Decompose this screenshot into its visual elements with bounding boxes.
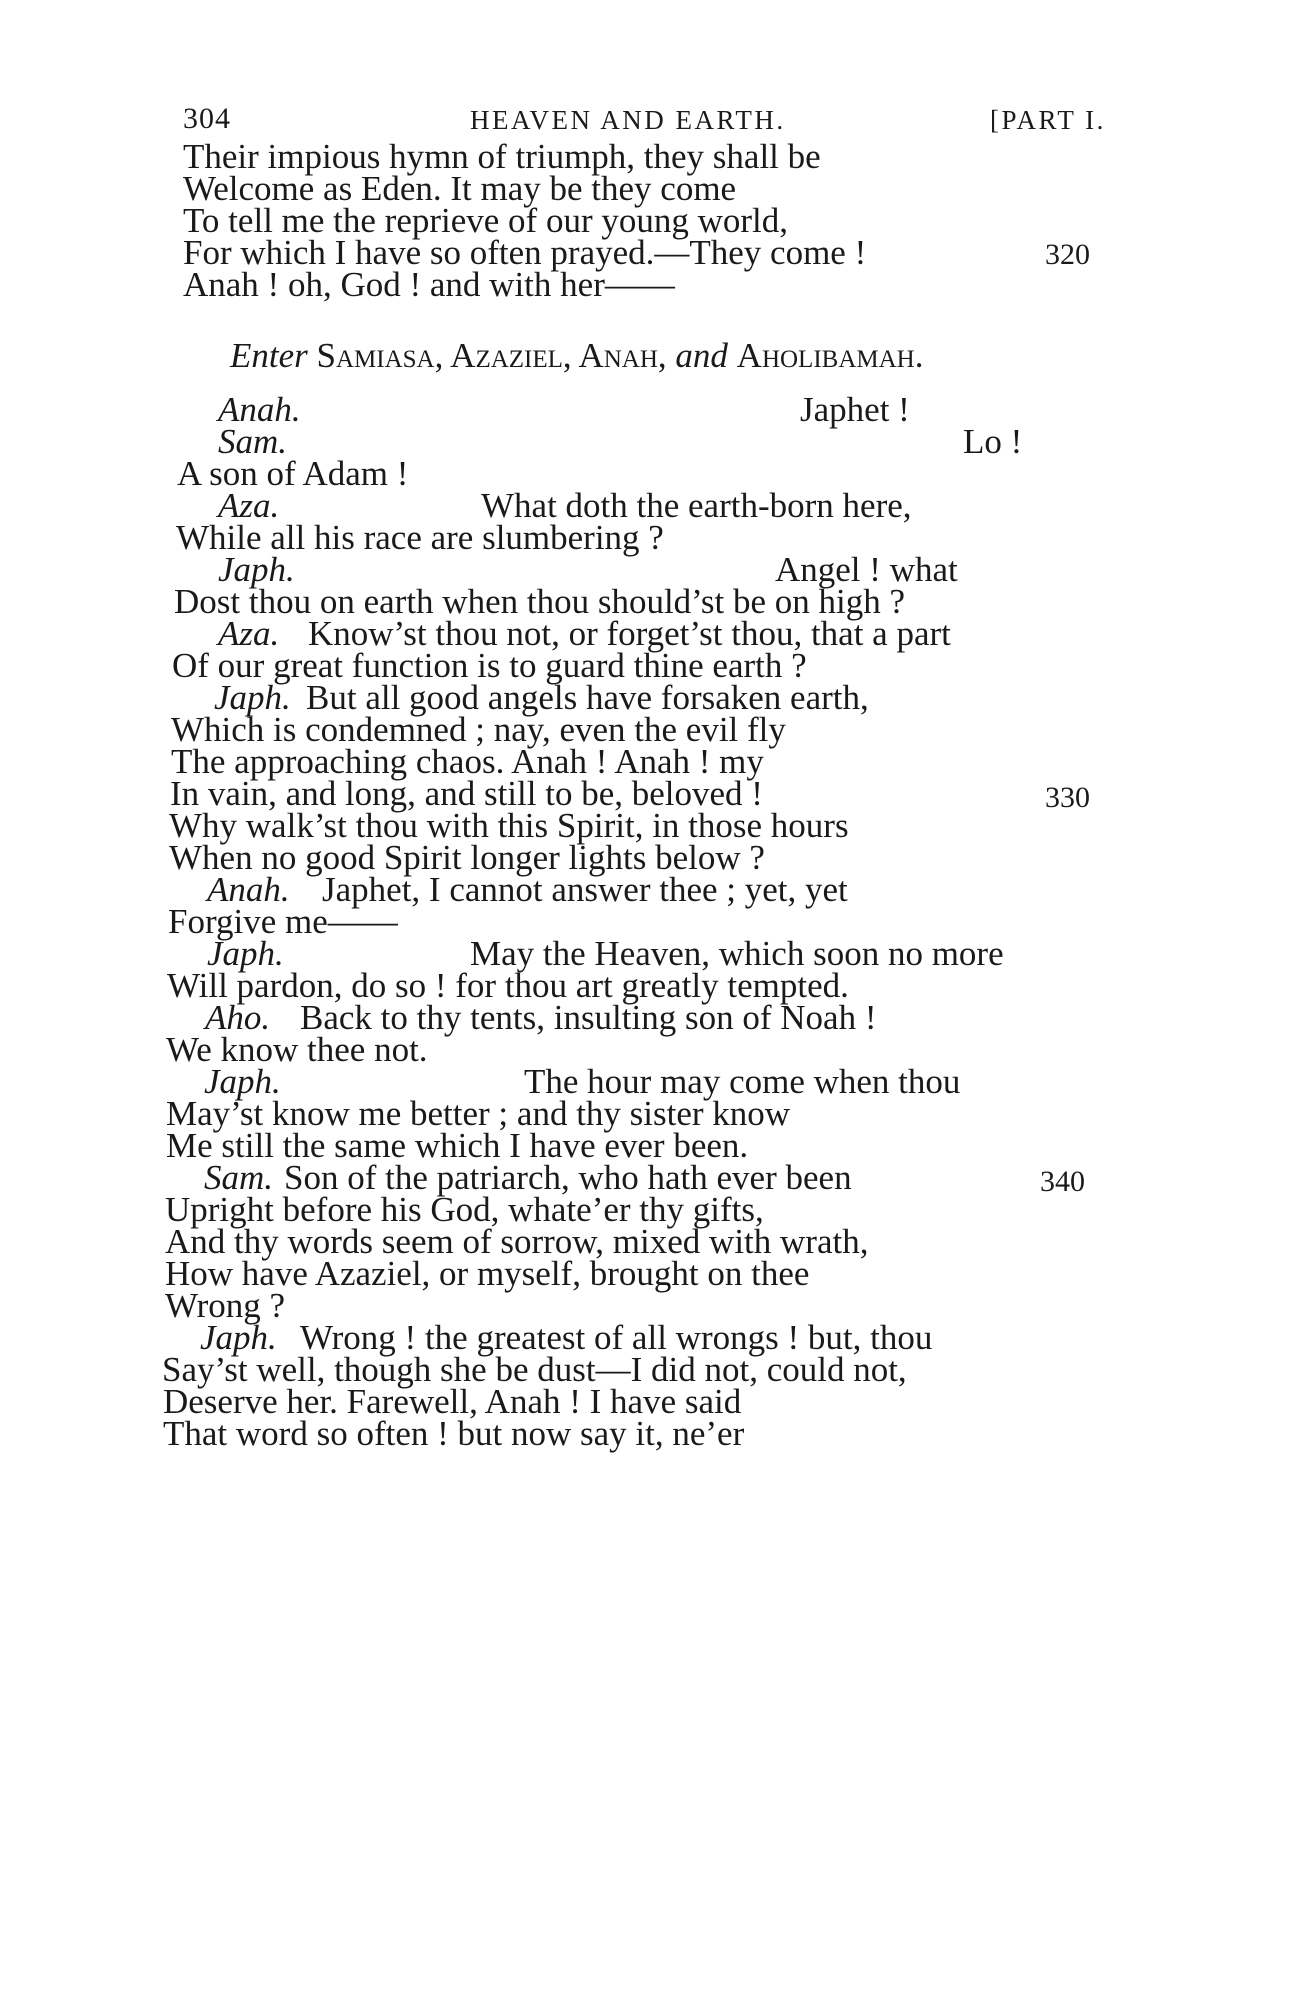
dialogue-text: In vain, and long, and still to be, beloved ! [170, 774, 763, 813]
dialogue-text: Son of the patriarch, who hath ever been [284, 1158, 852, 1197]
dialogue-text: A son of Adam ! [177, 454, 409, 493]
dialogue-text: Upright before his God, whate’er thy gifts, [165, 1190, 764, 1229]
dialogue-text: Wrong ! the greatest of all wrongs ! but, thou [300, 1318, 933, 1357]
dialogue-text: Wrong ? [165, 1286, 286, 1325]
dialogue-text: Japhet ! [800, 390, 910, 429]
dialogue-text: The hour may come when thou [524, 1062, 961, 1101]
speaker: Japh. [207, 934, 284, 973]
dialogue-text: Say’st well, though she be dust—I did not, could not, [162, 1350, 907, 1389]
dialogue-text: How have Azaziel, or myself, brought on thee [165, 1254, 810, 1293]
speaker: Aho. [205, 998, 271, 1037]
dialogue-text: And thy words seem of sorrow, mixed with wrath, [165, 1222, 869, 1261]
dialogue-text: Deserve her. Farewell, Anah ! I have said [163, 1382, 742, 1421]
dialogue-text: Lo ! [963, 422, 1023, 461]
dialogue-text: Me still the same which I have ever been. [166, 1126, 749, 1165]
verse-line: Anah ! oh, God ! and with her—— [183, 265, 675, 304]
verse-line: To tell me the reprieve of our young world, [183, 201, 789, 240]
running-title: HEAVEN AND EARTH. [470, 105, 786, 135]
dialogue-text: The approaching chaos. Anah ! Anah ! my [171, 742, 764, 781]
page-header [0, 102, 1304, 142]
line-number: 340 [1040, 1165, 1085, 1198]
stage-names: Aholibamah. [736, 336, 924, 375]
dialogue-text: While all his race are slumbering ? [176, 518, 664, 557]
verse-line: Their impious hymn of triumph, they shall be [183, 137, 821, 176]
speaker: Anah. [207, 870, 290, 909]
dialogue-text: Dost thou on earth when thou should’st be on high ? [174, 582, 906, 621]
verse-line: For which I have so often prayed.—They come ! [183, 233, 867, 272]
speaker: Anah. [218, 390, 301, 429]
stage-names: Samiasa, Azaziel, Anah, [316, 336, 667, 375]
dialogue-text: When no good Spirit longer lights below ? [169, 838, 765, 877]
line-number: 320 [1045, 238, 1090, 271]
dialogue-text: Back to thy tents, insulting son of Noah ! [300, 998, 877, 1037]
stage-direction [230, 336, 923, 376]
dialogue-text: What doth the earth-born here, [481, 486, 912, 525]
dialogue-text: Japhet, I cannot answer thee ; yet, yet [322, 870, 848, 909]
dialogue-text: Angel ! what [775, 550, 958, 589]
stage-and: and [675, 336, 728, 375]
dialogue-text: May’st know me better ; and thy sister know [166, 1094, 791, 1133]
speaker: Japh. [218, 550, 295, 589]
dialogue-text: Why walk’st thou with this Spirit, in those hours [169, 806, 849, 845]
speaker: Japh. [204, 1062, 281, 1101]
speaker: Sam. [204, 1158, 274, 1197]
line-number: 330 [1045, 781, 1090, 814]
dialogue-text: Of our great function is to guard thine earth ? [172, 646, 807, 685]
page-number: 304 [183, 102, 231, 135]
verse-line: Welcome as Eden. It may be they come [183, 169, 737, 208]
dialogue-text: Will pardon, do so ! for thou art greatly tempted. [167, 966, 849, 1005]
stage-enter: Enter [230, 336, 308, 375]
dialogue-text: Know’st thou not, or forget’st thou, that a part [308, 614, 951, 653]
dialogue-text: Which is condemned ; nay, even the evil fly [171, 710, 786, 749]
dialogue-text: But all good angels have forsaken earth, [306, 678, 869, 717]
speaker: Japh. [200, 1318, 277, 1357]
dialogue-text: May the Heaven, which soon no more [470, 934, 1004, 973]
dialogue-text: We know thee not. [166, 1030, 428, 1069]
section-label: [PART I. [990, 105, 1106, 135]
dialogue-text: That word so often ! but now say it, ne’er [163, 1414, 745, 1453]
dialogue-text: Forgive me—— [168, 902, 398, 941]
speaker: Sam. [218, 422, 288, 461]
speaker: Aza. [218, 614, 280, 653]
speaker: Aza. [218, 486, 280, 525]
speaker: Japh. [214, 678, 291, 717]
